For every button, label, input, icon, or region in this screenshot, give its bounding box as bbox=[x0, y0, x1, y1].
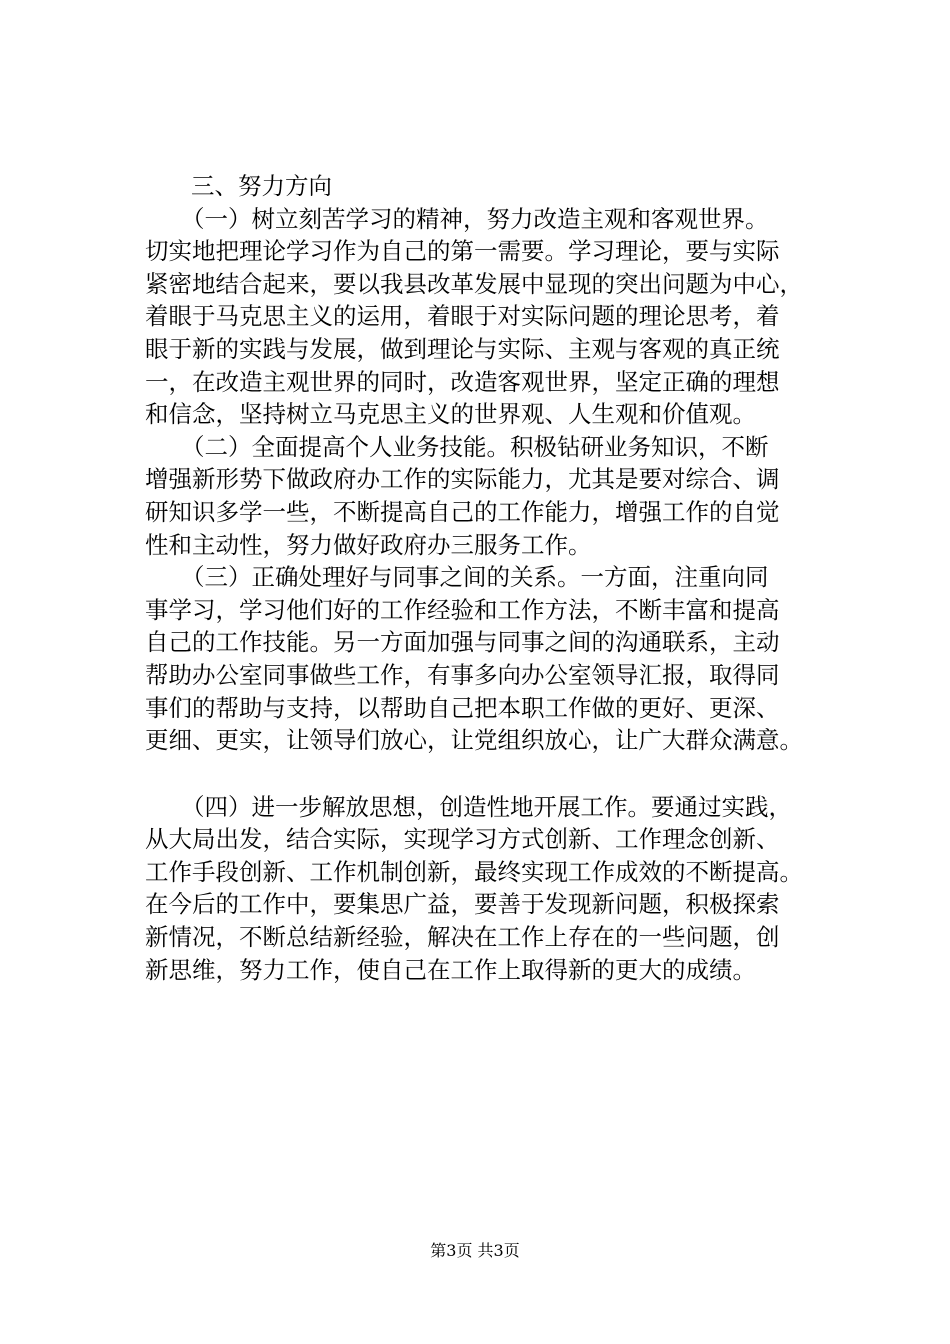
paragraph-spacer bbox=[145, 757, 857, 791]
paragraph-line: （一）树立刻苦学习的精神，努力改造主观和客观世界。 bbox=[181, 204, 769, 233]
paragraph-line: 事学习，学习他们好的工作经验和工作方法，不断丰富和提高 bbox=[145, 595, 780, 624]
paragraph-2 bbox=[145, 431, 857, 561]
paragraph-3 bbox=[145, 561, 857, 757]
paragraph-1 bbox=[145, 203, 857, 431]
paragraph-line: 紧密地结合起来，要以我县改革发展中显现的突出问题为中心， bbox=[145, 269, 803, 298]
paragraph-line: 眼于新的实践与发展，做到理论与实际、主观与客观的真正统 bbox=[145, 334, 780, 363]
paragraph-line: （三）正确处理好与同事之间的关系。一方面，注重向同 bbox=[181, 563, 769, 592]
paragraph-line: 新情况，不断总结新经验，解决在工作上存在的一些问题，创 bbox=[145, 923, 780, 952]
paragraph-line: 事们的帮助与支持，以帮助自己把本职工作做的更好、更深、 bbox=[145, 693, 780, 722]
paragraph-line: 增强新形势下做政府办工作的实际能力，尤其是要对综合、调 bbox=[145, 465, 780, 494]
paragraph-line: 研知识多学一些，不断提高自己的工作能力，增强工作的自觉 bbox=[145, 497, 780, 526]
paragraph-line: 从大局出发，结合实际，实现学习方式创新、工作理念创新、 bbox=[145, 825, 780, 854]
paragraph-4 bbox=[145, 791, 857, 987]
paragraph-line: 一，在改造主观世界的同时，改造客观世界，坚定正确的理想 bbox=[145, 367, 780, 396]
page-footer: 第3页 共3页 bbox=[430, 1241, 520, 1260]
paragraph-line: 帮助办公室同事做些工作，有事多向办公室领导汇报，取得同 bbox=[145, 660, 780, 689]
section-heading: 三、努力方向 bbox=[191, 172, 332, 200]
document-body bbox=[145, 170, 857, 986]
paragraph-line: 和信念，坚持树立马克思主义的世界观、人生观和价值观。 bbox=[145, 400, 756, 429]
paragraph-line: （四）进一步解放思想，创造性地开展工作。要通过实践， bbox=[181, 792, 792, 821]
paragraph-line: 在今后的工作中，要集思广益，要善于发现新问题，积极探索 bbox=[145, 890, 780, 919]
paragraph-line: 工作手段创新、工作机制创新，最终实现工作成效的不断提高。 bbox=[145, 857, 803, 886]
paragraph-line: 性和主动性，努力做好政府办三服务工作。 bbox=[145, 530, 592, 559]
paragraph-line: 自己的工作技能。另一方面加强与同事之间的沟通联系，主动 bbox=[145, 628, 780, 657]
paragraph-line: 新思维，努力工作，使自己在工作上取得新的更大的成绩。 bbox=[145, 955, 756, 984]
paragraph-line: 着眼于马克思主义的运用，着眼于对实际问题的理论思考，着 bbox=[145, 302, 780, 331]
paragraph-line: 切实地把理论学习作为自己的第一需要。学习理论，要与实际 bbox=[145, 237, 780, 266]
paragraph-line: （二）全面提高个人业务技能。积极钻研业务知识，不断 bbox=[181, 432, 769, 461]
paragraph-line: 更细、更实，让领导们放心，让党组织放心，让广大群众满意。 bbox=[145, 726, 803, 755]
